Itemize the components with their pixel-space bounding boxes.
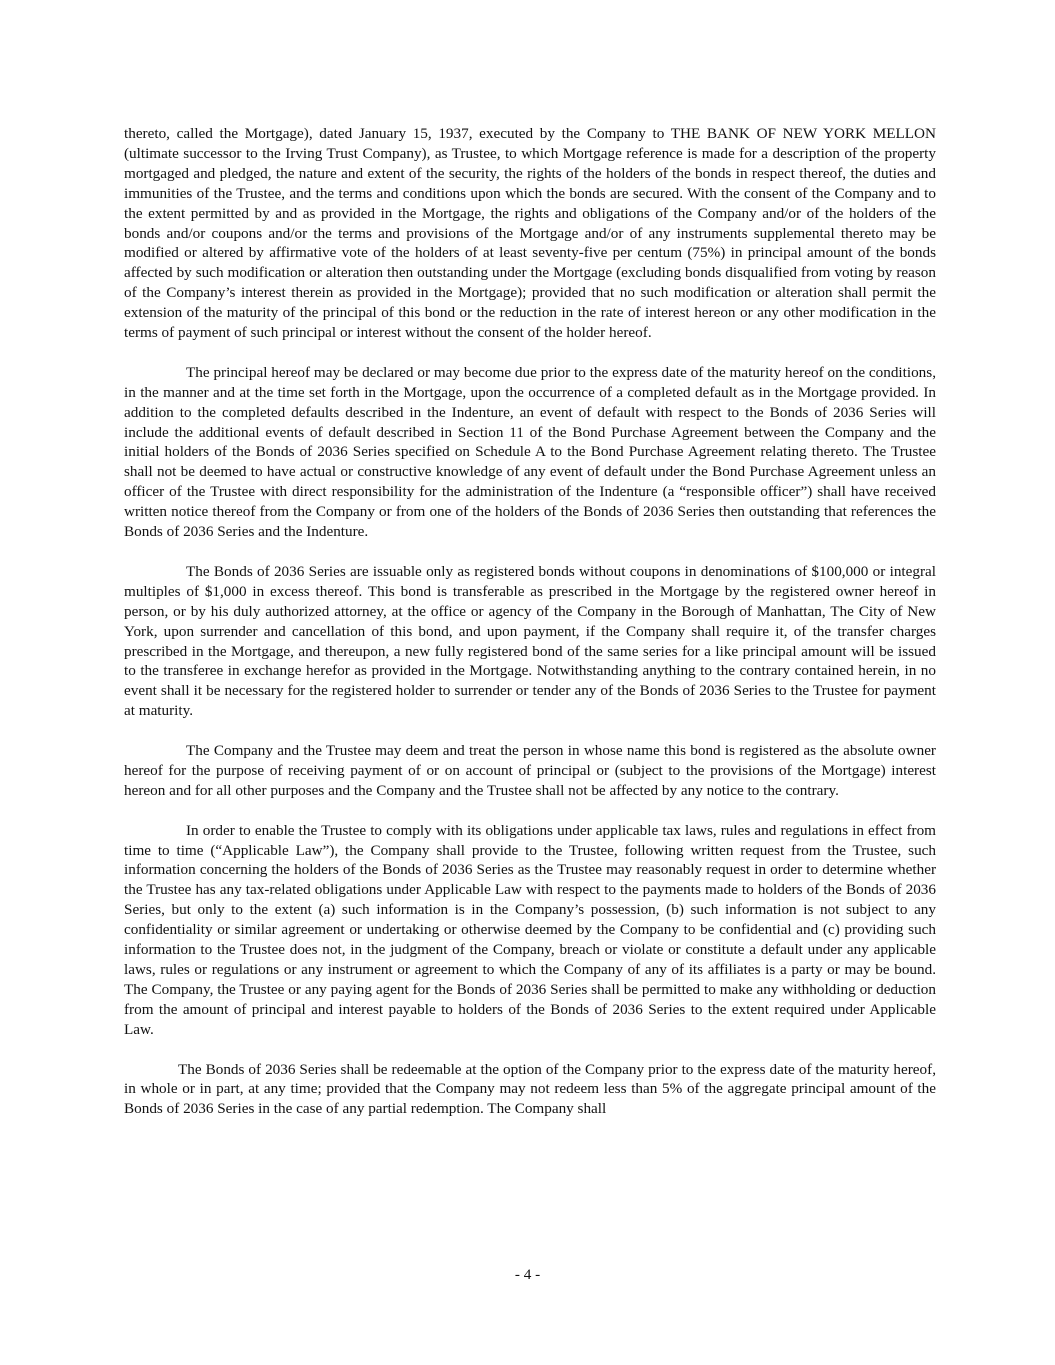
paragraph-registered-bonds: The Bonds of 2036 Series are issuable only as registered bonds without coupons in denominations of $100,000 or integral multiples of $1,000 in excess thereof. This bond is transferable as prescribed in the Mortgage by the registered owner hereof in person, or by his duly authorized attorney, at the office or agency of the Company in the Borough of Manhattan, The City of New York, upon surrender and cancellation of this bond, and upon payment, if the Company shall require it, of the transfer charges prescribed in the Mortgage, and thereupon, a new fully registered bond of the same series for a like principal amount will be issued to the transferee in exchange herefor as provided in the Mortgage. Notwithstanding anything to the contrary contained herein, in no event shall it be necessary for the registered holder to surrender or tender any of the Bonds of 2036 Series to the Trustee for payment at maturity.: [124, 562, 936, 720]
document-body: [124, 124, 936, 1139]
page-number: - 4 -: [514, 1266, 541, 1283]
paragraph-absolute-owner: The Company and the Trustee may deem and treat the person in whose name this bond is registered as the absolute owner hereof for the purpose of receiving payment of or on account of principal or (subject to the provisions of the Mortgage) interest hereon and for all other purposes and the Company and the Trustee shall not be affected by any notice to the contrary.: [124, 742, 936, 799]
paragraph-mortgage-reference: thereto, called the Mortgage), dated January 15, 1937, executed by the Company to THE BANK OF NEW YORK MELLON (ultimate successor to the Irving Trust Company), as Trustee, to which Mortgage reference is made for a description of the property mortgaged and pledged, the nature and extent of the security, the rights of the holders of the bonds in respect thereof, the duties and immunities of the Trustee, and the terms and conditions upon which the bonds are secured. With the consent of the Company and to the extent permitted by and as provided in the Mortgage, the rights and obligations of the Company and/or of the holders of the bonds and/or coupons and/or the terms and provisions of the Mortgage and/or of any instruments supplemental thereto may be modified or altered by affirmative vote of the holders of at least seventy-five per centum (75%) in principal amount of the bonds affected by such modification or alteration then outstanding under the Mortgage (excluding bonds disqualified from voting by reason of the Company’s interest therein as provided in the Mortgage); provided that no such modification or alteration shall permit the extension of the maturity of the principal of this bond or the reduction in the rate of interest hereon or any other modification in the terms of payment of such principal or interest without the consent of the holder hereof.: [124, 125, 936, 342]
paragraph-tax-information: In order to enable the Trustee to comply with its obligations under applicable tax laws, rules and regulations in effect from time to time (“Applicable Law”), the Company shall provide to the Trustee, following written request from the Trustee, such information concerning the holders of the Bonds of 2036 Series as the Trustee may reasonably request in order to determine whether the Trustee has any tax-related obligations under Applicable Law with respect to the payments made to holders of the Bonds of 2036 Series, but only to the extent (a) such information is in the Company’s possession, (b) such information is not subject to any confidentiality or similar agreement or undertaking or otherwise deemed by the Company to be confidential and (c) providing such information to the Trustee does not, in the judgment of the Company, breach or violate or constitute a default under any applicable laws, rules or regulations or any instrument or agreement to which the Company of any of its affiliates is a party or may be bound. The Company, the Trustee or any paying agent for the Bonds of 2036 Series shall be permitted to make any withholding or deduction from the amount of principal and interest payable to holders of the Bonds of 2036 Series to the extent required under Applicable Law.: [124, 821, 936, 1038]
paragraph-principal-default: The principal hereof may be declared or may become due prior to the express date of the maturity hereof on the conditions, in the manner and at the time set forth in the Mortgage, upon the occurrence of a completed default as in the Mortgage provided. In addition to the completed defaults described in the Indenture, an event of default with respect to the Bonds of 2036 Series will include the additional events of default described in Section 11 of the Bond Purchase Agreement between the Company and the initial holders of the Bonds of 2036 Series specified on Schedule A to the Bond Purchase Agreement relating thereto. The Trustee shall not be deemed to have actual or constructive knowledge of any event of default under the Bond Purchase Agreement unless an officer of the Trustee with direct responsibility for the administration of the Indenture (a “responsible officer”) shall have received written notice thereof from the Company or from one of the holders of the Bonds of 2036 Series then outstanding that references the Bonds of 2036 Series and the Indenture.: [124, 363, 936, 541]
paragraph-redemption: The Bonds of 2036 Series shall be redeemable at the option of the Company prior to the express date of the maturity hereof, in whole or in part, at any time; provided that the Company may not redeem less than 5% of the aggregate principal amount of the Bonds of 2036 Series in the case of any partial redemption. The Company shall: [124, 1060, 936, 1118]
